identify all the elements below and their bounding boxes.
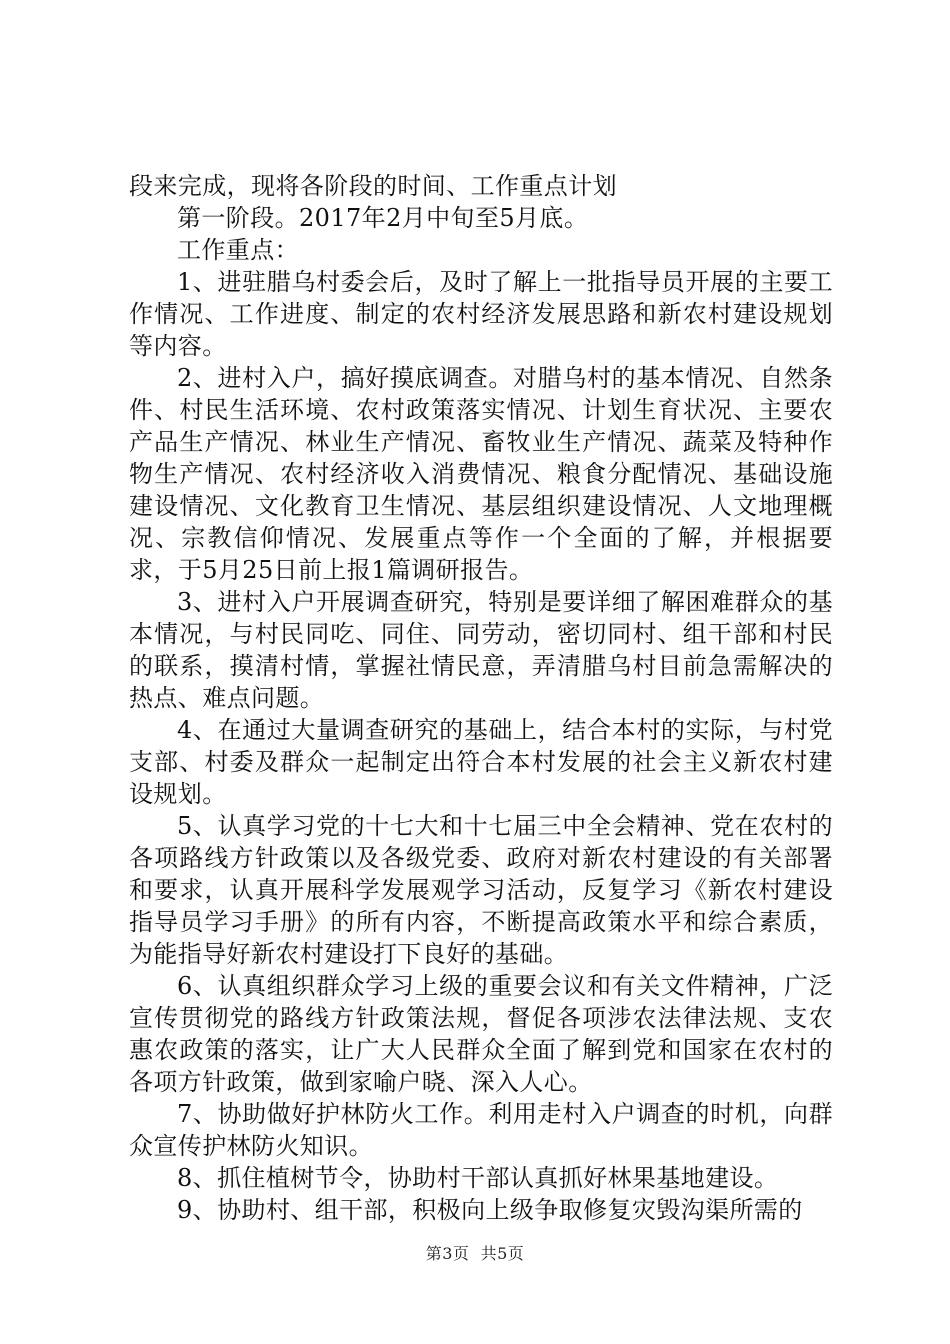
body-paragraph: 第一阶段。2017年2月中旬至5月底。	[177, 204, 589, 232]
body-paragraph: 6、认真组织群众学习上级的重要会议和有关文件精神，广泛宣传贯彻党的路线方针政策法规，督促各项涉农法律法规、支农惠农政策的落实，让广大人民群众全面了解到党和国家在农村的各项方针政策，做到家喻户晓、深入人心。	[129, 972, 833, 1096]
page-total: 共5页	[480, 1244, 525, 1263]
page-number: 第3页	[425, 1244, 470, 1263]
body-paragraph: 1、进驻腊乌村委会后，及时了解上一批指导员开展的主要工作情况、工作进度、制定的农村经济发展思路和新农村建设规划等内容。	[129, 268, 833, 360]
document-body	[129, 170, 833, 1226]
body-paragraph: 9、协助村、组干部，积极向上级争取修复灾毁沟渠所需的	[177, 1196, 803, 1224]
body-paragraph: 4、在通过大量调查研究的基础上，结合本村的实际，与村党支部、村委及群众一起制定出符合本村发展的社会主义新农村建设规划。	[129, 716, 833, 808]
body-paragraph: 5、认真学习党的十七大和十七届三中全会精神、党在农村的各项路线方针政策以及各级党委、政府对新农村建设的有关部署和要求，认真开展科学发展观学习活动，反复学习《新农村建设指导员学习手册》的所有内容，不断提高政策水平和综合素质，为能指导好新农村建设打下良好的基础。	[129, 812, 833, 968]
page-footer	[0, 1244, 950, 1264]
footer-separator	[469, 1244, 480, 1263]
body-paragraph: 7、协助做好护林防火工作。利用走村入户调查的时机，向群众宣传护林防火知识。	[129, 1100, 833, 1160]
body-paragraph: 3、进村入户开展调查研究，特别是要详细了解困难群众的基本情况，与村民同吃、同住、同劳动，密切同村、组干部和村民的联系，摸清村情，掌握社情民意，弄清腊乌村目前急需解决的热点、难点问题。	[129, 588, 833, 712]
body-paragraph: 2、进村入户，搞好摸底调查。对腊乌村的基本情况、自然条件、村民生活环境、农村政策落实情况、计划生育状况、主要农产品生产情况、林业生产情况、畜牧业生产情况、蔬菜及特种作物生产情况、农村经济收入消费情况、粮食分配情况、基础设施建设情况、文化教育卫生情况、基层组织建设情况、人文地理概况、宗教信仰情况、发展重点等作一个全面的了解，并根据要求，于5月25日前上报1篇调研报告。	[129, 364, 833, 584]
body-paragraph: 段来完成，现将各阶段的时间、工作重点计划	[129, 172, 617, 200]
body-paragraph: 工作重点：	[177, 236, 299, 264]
body-paragraph: 8、抓住植树节令，协助村干部认真抓好林果基地建设。	[177, 1164, 779, 1192]
